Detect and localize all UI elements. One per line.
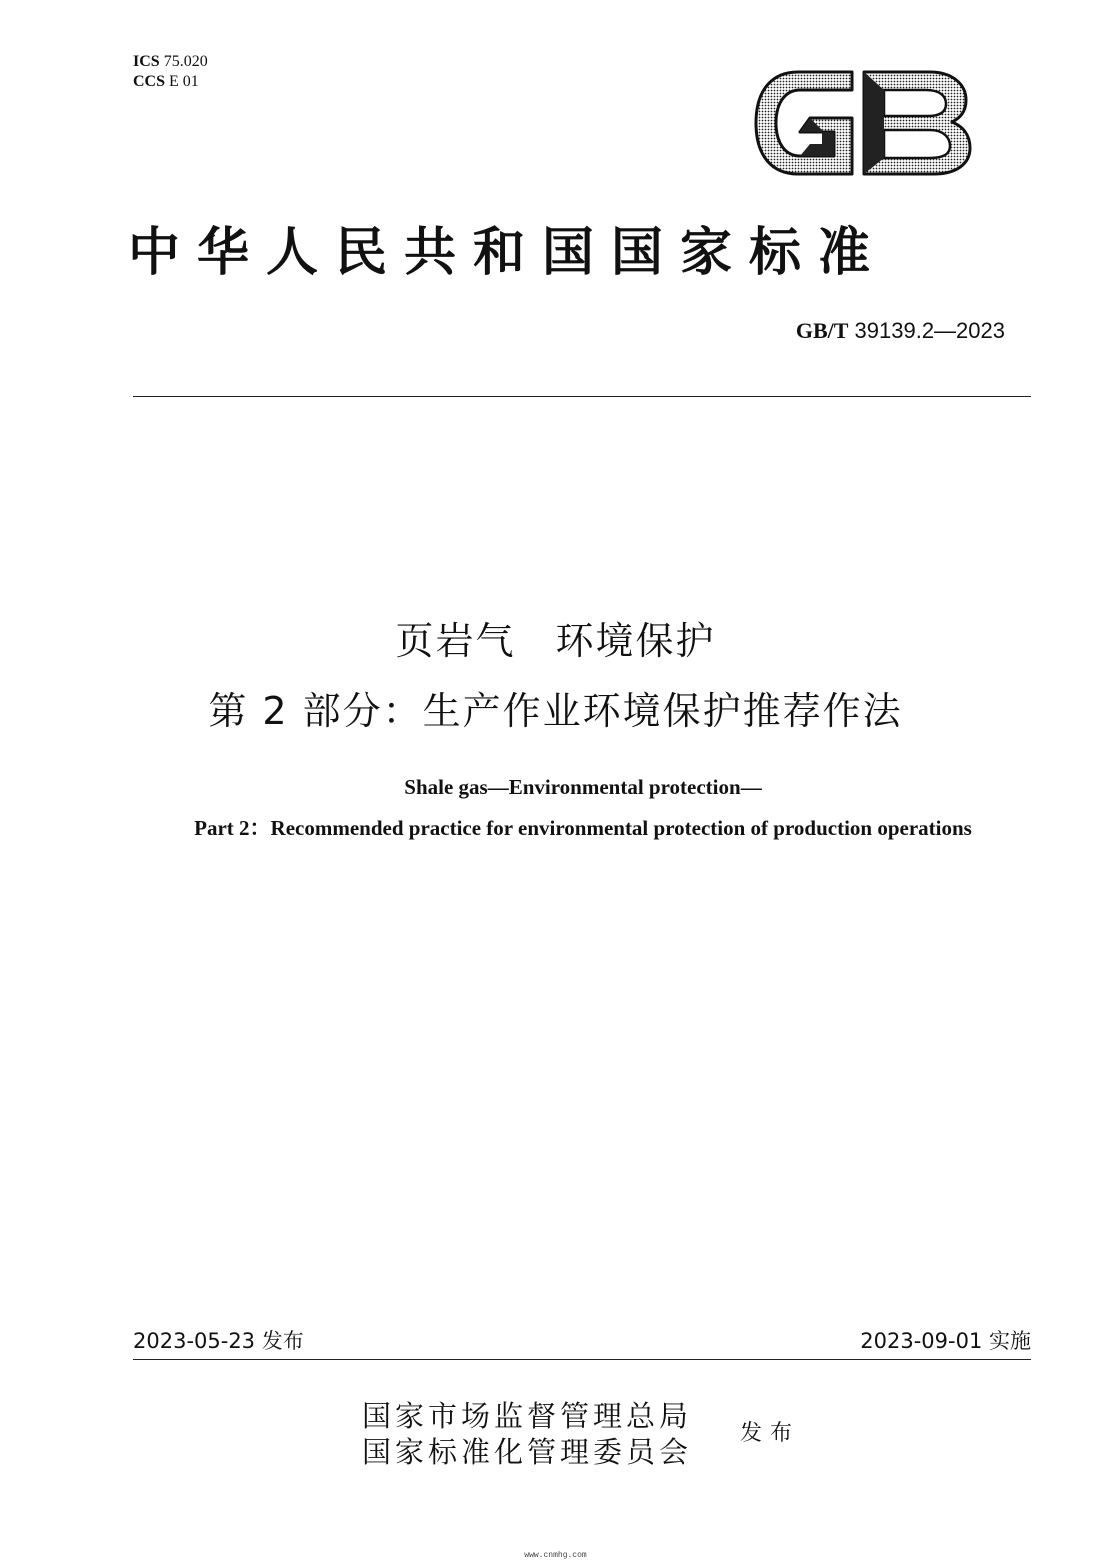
issue-action: 发布	[740, 1421, 801, 1446]
bottom-divider	[133, 1359, 1031, 1360]
footer-watermark: www.cnmhg.com	[524, 1551, 587, 1560]
standard-code: 39139.2—2023	[854, 318, 1005, 343]
title-cn-line1: 页岩气 环境保护	[395, 619, 716, 663]
ics-value: 75.020	[163, 53, 208, 70]
classification-codes	[133, 52, 208, 92]
national-standard-heading: 中华人民共和国国家标准	[128, 222, 888, 283]
gb-logo	[752, 68, 974, 178]
standard-number	[796, 318, 1005, 344]
issue-date: 2023-05-23 发布	[133, 1329, 304, 1353]
title-cn-line2: 第 2 部分：生产作业环境保护推荐作法	[208, 689, 903, 733]
issuer-samr: 国家市场监督管理总局	[362, 1399, 693, 1433]
ccs-line	[133, 72, 208, 92]
top-divider	[133, 396, 1031, 397]
issuer-sac: 国家标准化管理委员会	[362, 1435, 693, 1469]
standard-prefix: GB/T	[795, 318, 849, 343]
title-en-line2: Part 2：Recommended practice for environmental protection of production operations	[194, 816, 972, 840]
title-en-line1: Shale gas—Environmental protection—	[404, 775, 762, 799]
ics-line	[133, 52, 208, 72]
ccs-value: E 01	[169, 73, 199, 90]
ics-label: ICS	[133, 53, 160, 70]
implement-date: 2023-09-01 实施	[860, 1329, 1031, 1353]
ccs-label: CCS	[133, 73, 166, 90]
